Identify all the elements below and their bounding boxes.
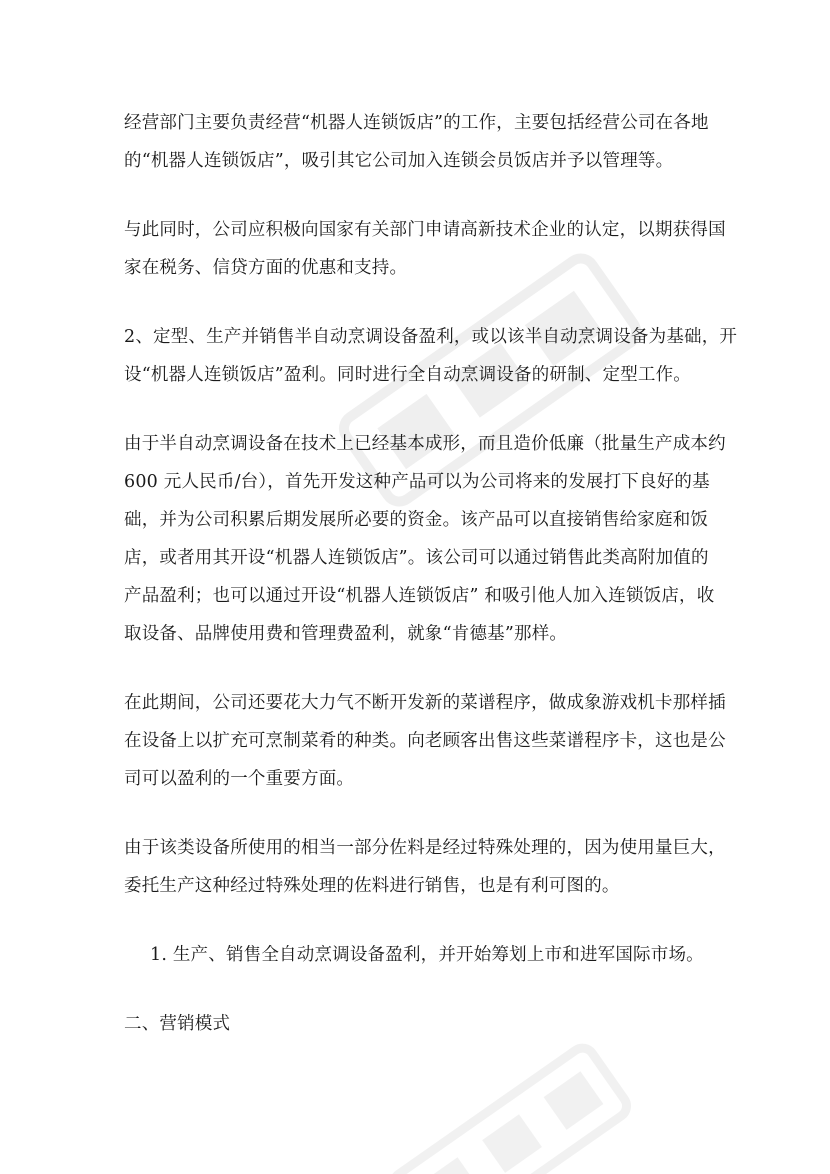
text-line: 取设备、品牌使用费和管理费盈利，就象“肯德基”那样。 (124, 624, 568, 644)
section-heading-text: 二、营销模式 (124, 1014, 231, 1034)
paragraph-semi-auto-equipment (124, 318, 738, 394)
text-line: 由于半自动烹调设备在技术上已经基本成形，而且造价低廉（批量生产成本约 (124, 434, 726, 454)
text-line: 经营部门主要负责经营“机器人连锁饭店”的工作，主要包括经营公司在各地 (124, 113, 709, 133)
text-line: 的“机器人连锁饭店”，吸引其它公司加入连锁会员饭店并予以管理等。 (124, 151, 674, 171)
document-body (124, 104, 738, 1043)
text-line: 础，并为公司积累后期发展所必要的资金。该产品可以直接销售给家庭和饭 (124, 510, 709, 530)
paragraph-recipe-programs (124, 684, 724, 798)
paragraph-seasoning-sales (124, 829, 724, 905)
text-line: 家在税务、信贷方面的优惠和支持。 (124, 258, 408, 278)
text-line: 在设备上以扩充可烹制菜肴的种类。向老顾客出售这些菜谱程序卡，这也是公 (124, 731, 726, 751)
text-line: 由于该类设备所使用的相当一部分佐料是经过特殊处理的，因为使用量巨大， (124, 838, 726, 858)
paragraph-high-tech-certification (124, 211, 724, 287)
text-line: 店，或者用其开设“机器人连锁饭店”。该公司可以通过销售此类高附加值的 (124, 548, 709, 568)
text-line: 产品盈利；也可以通过开设“机器人连锁饭店” 和吸引他人加入连锁饭店，收 (124, 586, 715, 606)
paragraph-low-cost-production (124, 425, 724, 653)
list-item-text: 1. 生产、销售全自动烹调设备盈利，并开始筹划上市和进军国际市场。 (150, 945, 704, 965)
text-line: 2、定型、生产并销售半自动烹调设备盈利，或以该半自动烹调设备为基础，开 (124, 327, 738, 347)
text-line: 与此同时，公司应积极向国家有关部门申请高新技术企业的认定，以期获得国 (124, 220, 726, 240)
text-line: 委托生产这种经过特殊处理的佐料进行销售，也是有利可图的。 (124, 876, 620, 896)
text-line: 600 元人民币/台），首先开发这种产品可以为公司将来的发展打下良好的基 (124, 472, 710, 492)
watermark-logo-icon-bottom (369, 1021, 651, 1174)
section-heading (124, 1005, 724, 1043)
text-line: 司可以盈利的一个重要方面。 (124, 769, 355, 789)
text-line: 设“机器人连锁饭店”盈利。同时进行全自动烹调设备的研制、定型工作。 (124, 365, 691, 385)
paragraph-operations-dept (124, 104, 724, 180)
text-line: 在此期间，公司还要花大力气不断开发新的菜谱程序，做成象游戏机卡那样插 (124, 693, 726, 713)
list-item-full-auto (124, 936, 724, 974)
